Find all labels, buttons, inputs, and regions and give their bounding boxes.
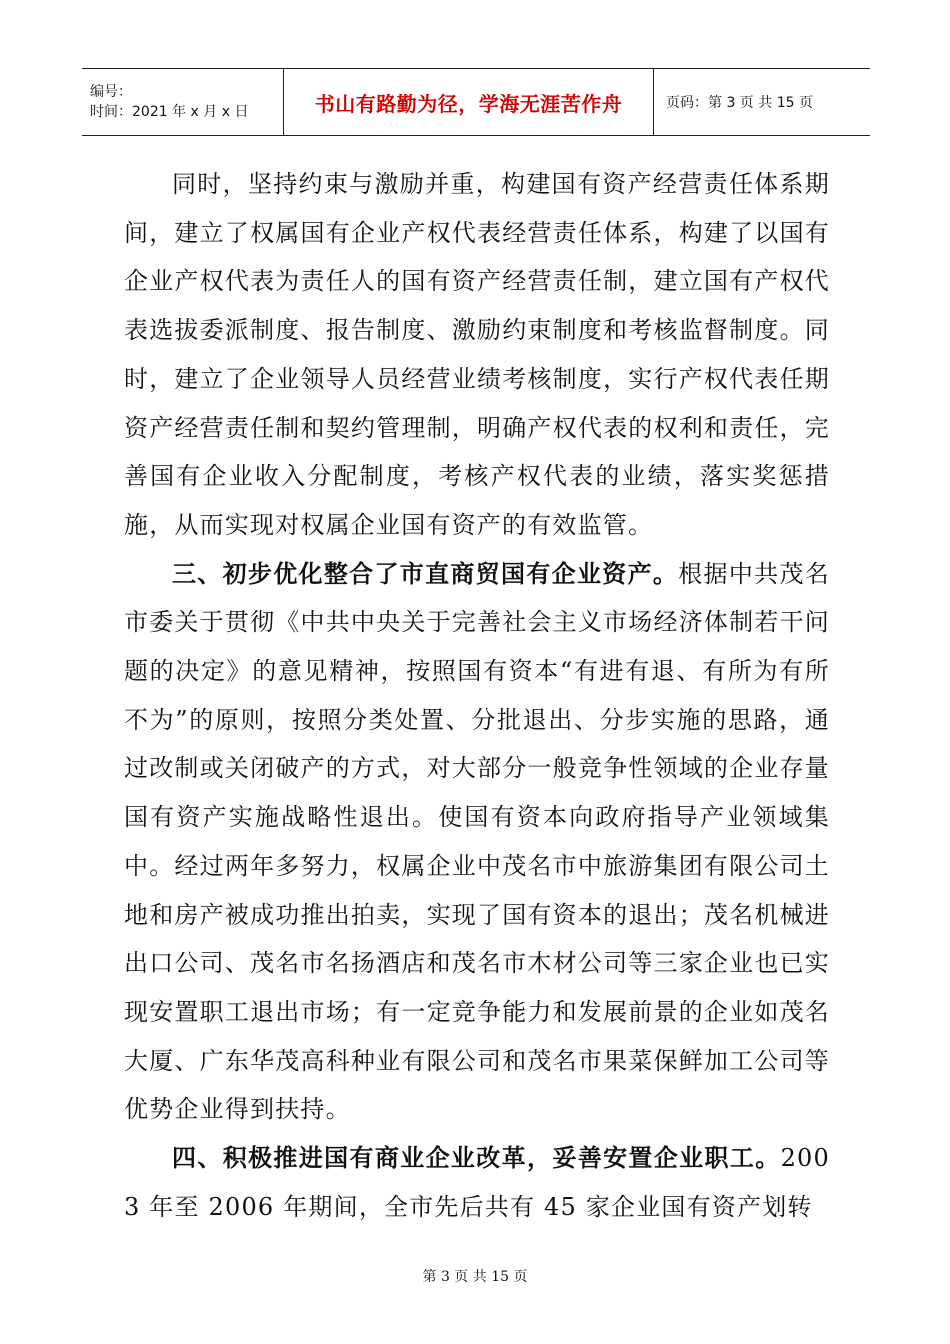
paragraph-2-text: 根据中共茂名市委关于贯彻《中共中央关于完善社会主义市场经济体制若干问题的决定》的意见精神，按照国有资本“有进有退、有所为有所不为”的原则，按照分类处置、分批退出、分步实施的思路，通过改制或关闭破产的方式，对大部分一般竞争性领域的企业存量国有资产实施战略性退出。使国有资本向政府指导产业领域集中。经过两年多努力，权属企业中茂名市中旅游集团有限公司土地和房产被成功推出拍卖，实现了国有资本的退出；茂名机械进出口公司、茂名市名扬酒店和茂名市木材公司等三家企业也已实现安置职工退出市场；有一定竞争能力和发展前景的企业如茂名大厦、广东华茂高科种业有限公司和茂名市果菜保鲜加工公司等优势企业得到扶持。 [124,559,831,1124]
paragraph-3-text: 2003 年至 2006 年期间，全市先后共有 45 家企业国有资产划转 [124,1144,830,1221]
paragraph-1-text: 同时，坚持约束与激励并重，构建国有资产经营责任体系期间，建立了权属国有企业产权代表经营责任体系，构建了以国有企业产权代表为责任人的国有资产经营责任制，建立国有产权代表选拔委派制度、报告制度、激励约束制度和考核监督制度。同时，建立了企业领导人员经营业绩考核制度，实行产权代表任期资产经营责任制和契约管理制，明确产权代表的权利和责任，完善国有企业收入分配制度，考核产权代表的业绩，落实奖惩措施，从而实现对权属企业国有资产的有效监管。 [124,170,830,539]
document-header [82,68,870,136]
header-meta [82,69,284,135]
header-number-label: 编号： [90,84,132,100]
header-page-info: 页码：第 3 页 共 15 页 [666,95,813,111]
header-motto: 书山有路勤为径，学海无涯苦作舟 [284,69,654,135]
paragraph-2 [124,550,830,1134]
paragraph-1 [124,160,830,550]
page-footer: 第 3 页 共 15 页 [422,1269,528,1285]
document-body [124,160,830,1231]
header-date-label: 时间：2021 年 x 月 x 日 [90,104,249,120]
paragraph-3 [124,1134,830,1231]
paragraph-3-heading: 四、积极推进国有商业企业改革，妥善安置企业职工。 [172,1143,781,1173]
paragraph-2-heading: 三、初步优化整合了市直商贸国有企业资产。 [172,558,679,588]
